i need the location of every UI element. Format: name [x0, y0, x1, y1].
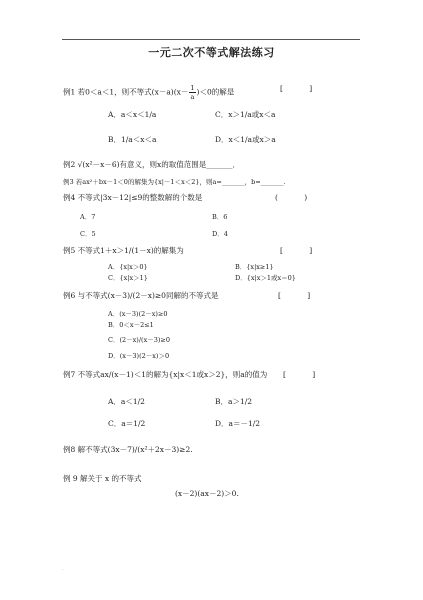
- q1-option-d: D．x＜1/a或x＞a: [215, 135, 276, 144]
- question-1-post: )＜0的解是: [196, 87, 235, 97]
- q5-option-c: C．{x|x＞1}: [108, 274, 148, 282]
- question-1-pre: 例1 若0＜a＜1，则不等式(x－a)(x－: [63, 87, 189, 97]
- question-9-expression: (x－2)(ax－2)＞0.: [175, 489, 239, 498]
- q4-option-a: A．7: [80, 213, 96, 221]
- page-title: 一元二次不等式解法练习: [148, 46, 275, 59]
- question-5: 例5 不等式1＋x＞1/(1－x)的解集为: [63, 246, 184, 255]
- question-3: 例3 若ax²＋bx－1＜0的解集为{x|－1＜x＜2}，则a=_______，b=_______.: [63, 178, 286, 186]
- question-1: [63, 84, 234, 101]
- footer-mark: .: [62, 566, 64, 572]
- q4-option-b: B．6: [212, 213, 228, 221]
- q4-option-d: D．4: [212, 230, 228, 238]
- question-9: 例 9 解关于 x 的不等式: [63, 474, 142, 483]
- q6-option-c: C．(2－x)/(x－3)≥0: [108, 336, 170, 344]
- q6-option-a: A．(x－3)(2－x)≥0: [108, 310, 168, 318]
- q7-option-b: B．a＞1/2: [215, 397, 253, 406]
- question-6-bracket: [ ]: [278, 291, 323, 300]
- question-1-bracket: [ ]: [280, 84, 325, 93]
- question-2: 例2 √(x²－x－6)有意义，则x的取值范围是_______．: [63, 160, 241, 169]
- question-7: 例7 不等式ax/(x－1)＜1的解为{x|x＜1或x＞2}，则a的值为: [63, 370, 268, 379]
- q5-option-a: A．{x|x＞0}: [108, 263, 148, 271]
- question-5-bracket: [ ]: [280, 246, 325, 255]
- q1-option-a: A．a＜x＜1/a: [108, 110, 157, 119]
- question-4: 例4 不等式|3x－12|≤9的整数解的个数是: [63, 193, 203, 202]
- q6-option-b: B．0＜x－2≤1: [108, 321, 154, 329]
- q1-option-b: B．1/a＜x＜a: [108, 135, 157, 144]
- q7-option-c: C．a＝1/2: [108, 419, 146, 428]
- header-rule: [62, 39, 360, 40]
- q1-option-c: C．x＞1/a或x＜a: [215, 110, 276, 119]
- question-4-bracket: ( ): [275, 193, 320, 202]
- question-8: 例8 解不等式(3x－7)/(x²＋2x－3)≥2.: [63, 445, 193, 454]
- q5-option-d: D．{x|x＞1或x＝0}: [235, 274, 296, 282]
- q6-option-d: D．(x－3)(2－x)＞0: [108, 352, 170, 360]
- fraction-1-over-a: $\frac{1}{a}$: [190, 84, 195, 101]
- q7-option-a: A．a＜1/2: [108, 397, 145, 406]
- q7-option-d: D．a＝－1/2: [215, 419, 261, 428]
- q4-option-c: C．5: [80, 230, 96, 238]
- question-7-bracket: [ ]: [283, 370, 328, 379]
- q5-option-b: B．{x|x≥1}: [235, 263, 274, 271]
- question-6: 例6 与不等式(x－3)/(2－x)≥0同解的不等式是: [63, 291, 219, 300]
